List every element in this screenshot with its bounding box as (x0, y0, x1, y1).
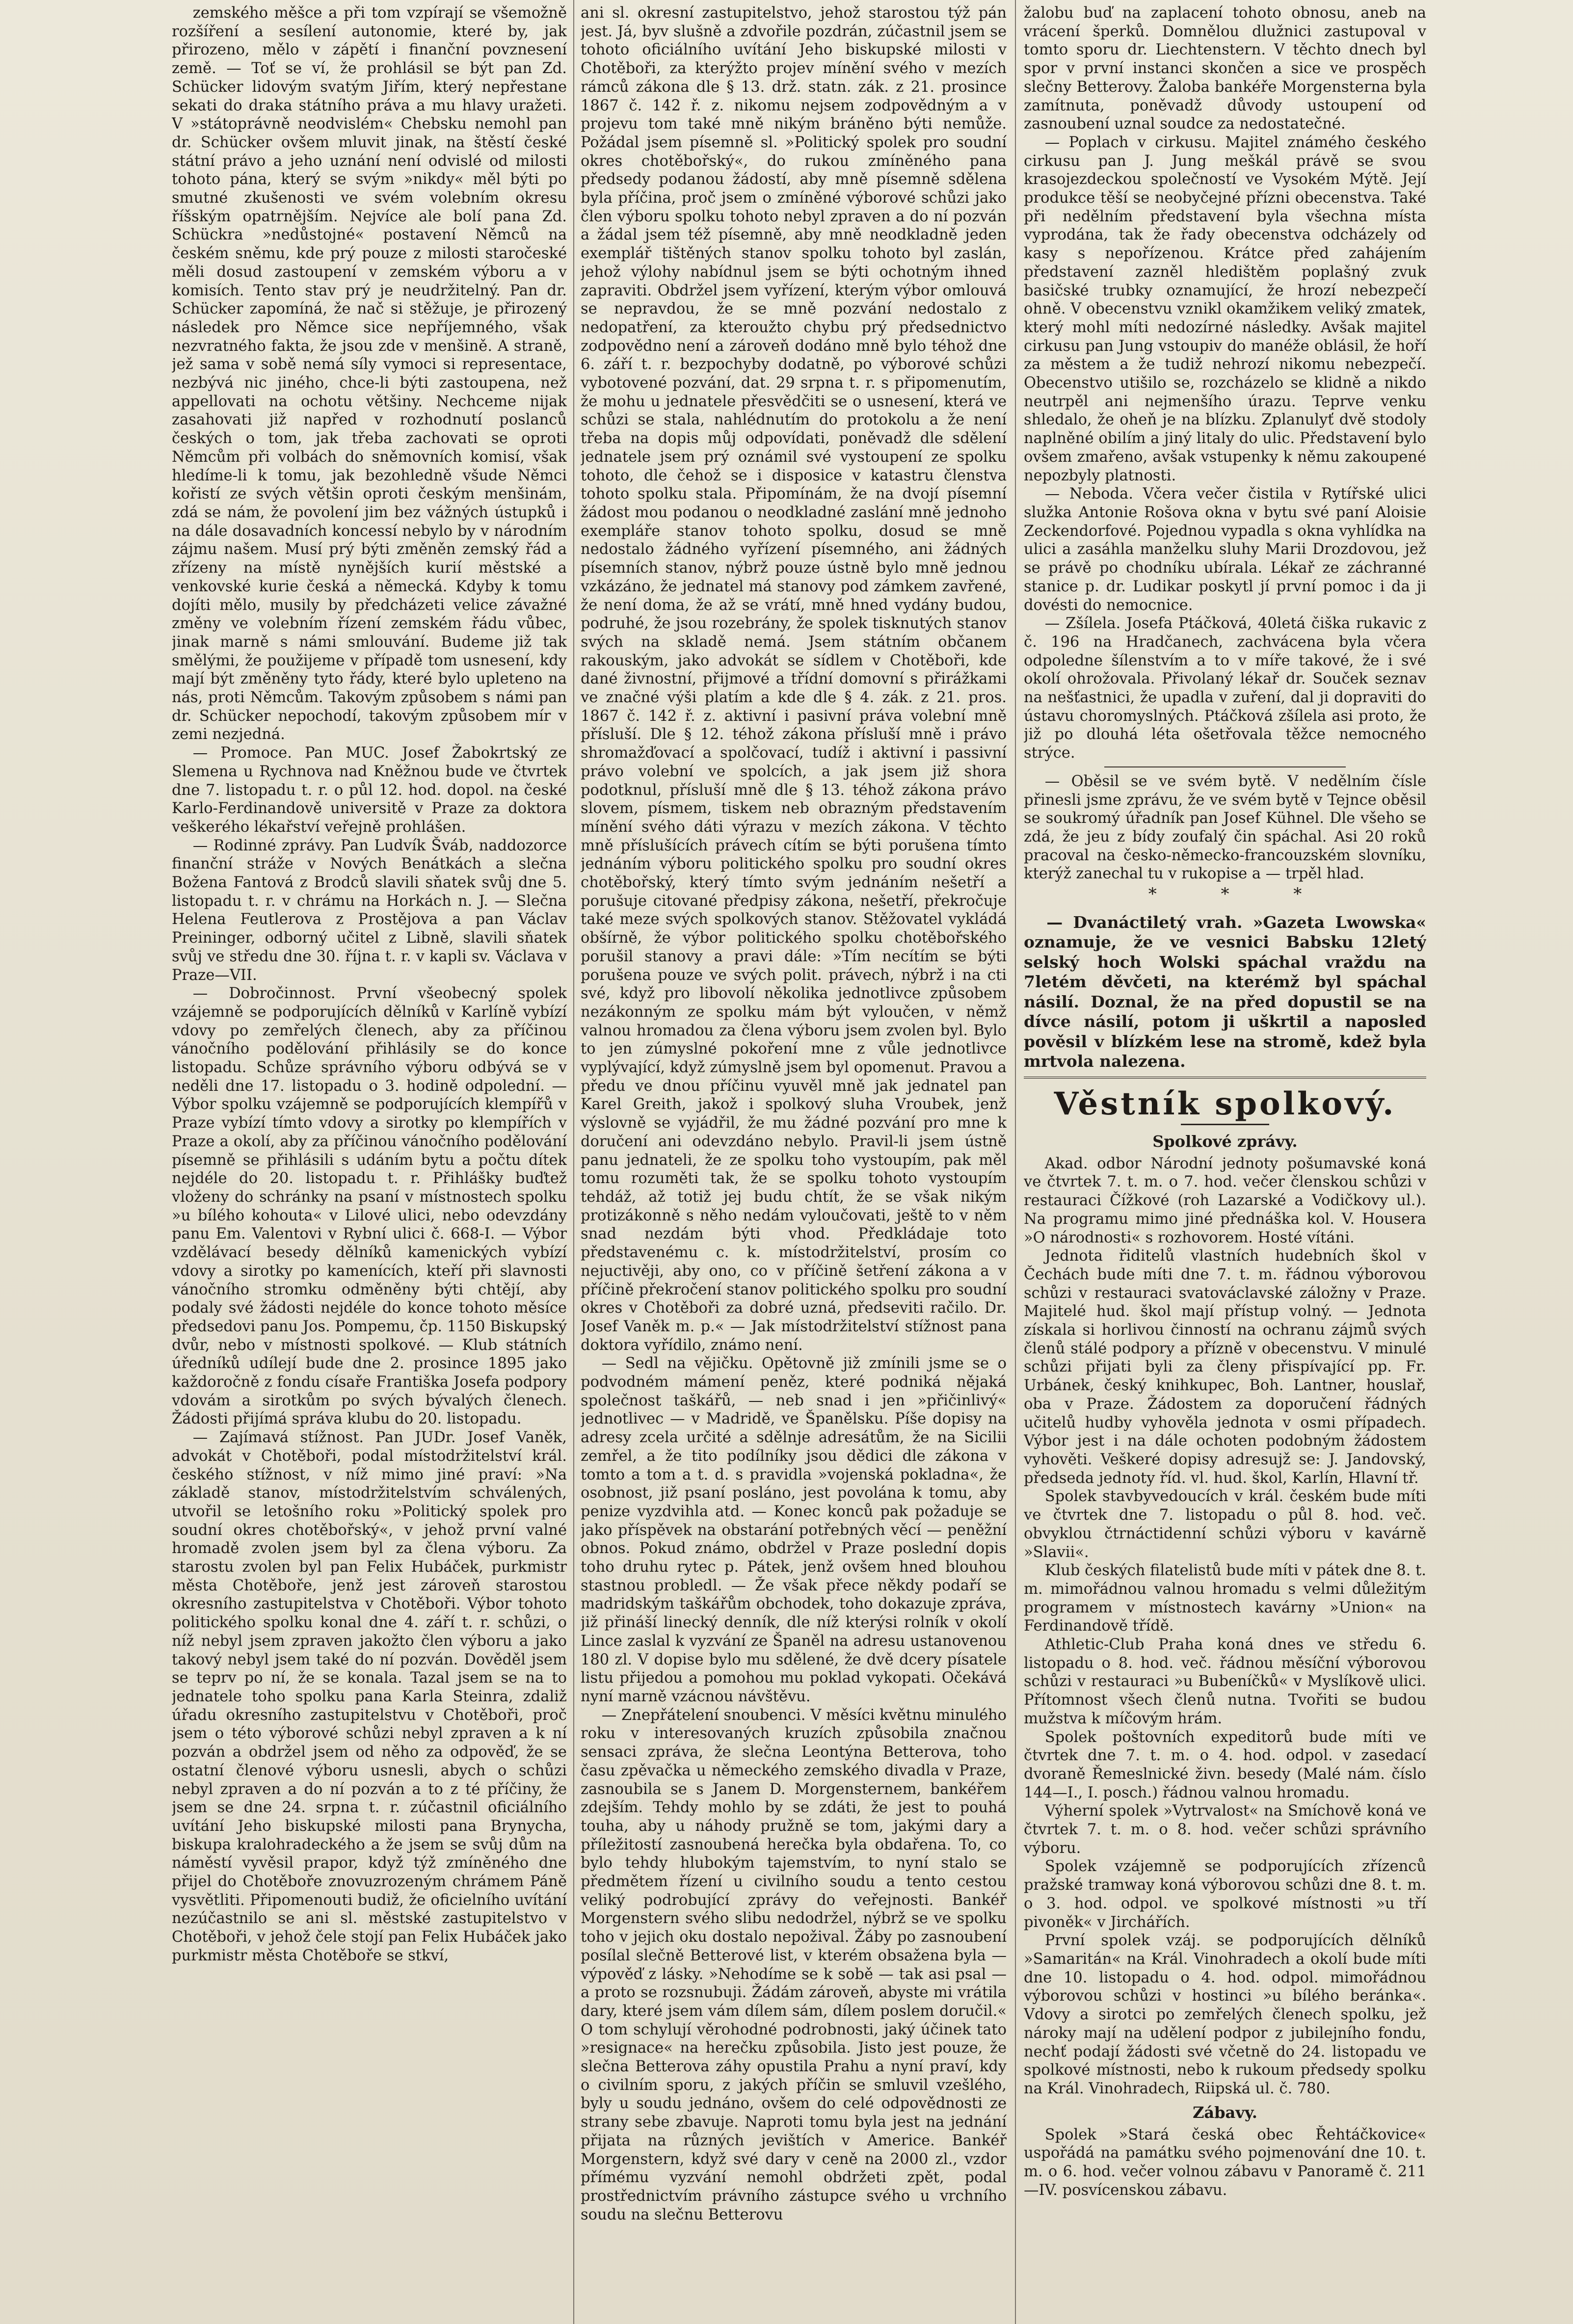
article-paragraph: — Zšílela. Josefa Ptáčková, 40letá čiška rukavic z č. 196 na Hradčanech, zachvácena byla včera odpoledne šílenstvím a to v míře takové, že i své okolí ohrožovala. Přivolaný lékař dr. Souček seznav na nešťastnici, že upadla v zuření, dal ji dopraviti do ústavu choromyslných. Ptáčková zšílela asi proto, že již po dlouhá léta ošetřovala těžce nemocného strýce. (1024, 615, 1426, 762)
column-rule (573, 0, 574, 2324)
article-paragraph: — Oběsil se ve svém bytě. V nedělním čísle přinesli jsme zprávu, že ve svém bytě v Tejnce oběsil se soukromý úřadník pan Josef Kühnel. Dle všeho se zdá, že jeu z bídy zoufalý čin spáchal. Asi 20 roků pracoval na česko-německo-francouzském slovníku, kterýž zanechal tu v rukopise a — trpěl hlad. (1024, 772, 1426, 883)
article-paragraph: — Poplach v cirkusu. Majitel známého českého cirkusu pan J. Jung meškál právě se svou krasojezdeckou společností ve Vysokém Mýtě. Její produkce těší se neobyčejné přízni obecenstva. Také při nedělním představení byla všechna místa vyprodána, tak že řady obecenstva odcházely od kasy s nepořízenou. Krátce před zahájením představení zazněl hledištěm poplašný zvuk basičské trubky oznamující, že hrozí nebezpečí ohně. V obecenstvu vznikl okamžikem veliký zmatek, který mohl míti nedozírné následky. Avšak majitel cirkusu pan Jung vstoupiv do manéže oblásil, že hoří za městem a že tudiž nehrozí nikomu nebezpečí. Obecenstvo utišilo se, rozcházelo se klidně a nikdo neutrpěl ani nejmenšího úrazu. Teprve venku shledalo, že oheň je na blízku. Zplanulyť dvě stodoly naplněné obilím a jiný litaly do ulic. Představení bylo ovšem zmařeno, avšak vstupenky k němu zakoupené nepozbyly platnosti. (1024, 133, 1426, 484)
article-paragraph: — Dvanáctiletý vrah. »Gazeta Lwowska« oznamuje, že ve vesnici Babsku 12letý selský hoch Wolski spáchal vraždu na 7letém děvčeti, na kterémž byl spáchal násilí. Doznal, že na před dopustil se na dívce násilí, potom ji uškrtil a naposled pověsil v blízkém lese na stromě, kdež byla mrtvola nalezena. (1024, 912, 1426, 1071)
article-paragraph: zemského měšce a při tom vzpírají se všemožně rozšíření a sesílení autonomie, které by, jak přirozeno, mělo v zápětí i finanční povznesení země. — Toť se ví, že prohlásil se být pan Zd. Schücker lidovým svatým Jiřím, který nepřestane sekati do draka státního práva a mu hlavy uražeti. V »státoprávně neodvislém« Chebsku nemohl pan dr. Schücker ovšem mluvit jinak, na štěstí české státní právo a jeho uznání není odvislé od milosti tohoto pána, který se svým »nikdy« měl býti po smutné zkušenosti ve svém volebním okresu říšským opatrnějším. Nejvíce ale bolí pana Zd. Schückra »nedůstojné« postavení Němců na českém sněmu, kde prý pouze z milosti staročeské měli dosud zastoupení v zemském výboru a v komisích. Tento stav prý je neudržitelný. Pan dr. Schücker zapomíná, že nač si stěžuje, je přirozený následek pro Němce sice nepříjemného, však nezvratného fakta, že jsou zde v menšině. A straně, jež sama v sobě nemá síly vymoci si representace, nezbývá nic jiného, chce-li býti zastoupena, než appellovati na ochotu většiny. Nechceme nijak zasahovati již napřed v rozhodnutí poslanců českých o tom, jak třeba zachovati se oproti Němcům při volbách do sněmovních komisí, však hledíme-li k tomu, jak bezohledně všude Němci kořistí ze svých většin oproti českým menšinám, zdá se nám, že povolení jim bez vážných ústupků i na dále dosavadních koncessí nebylo by v národním zájmu našem. Musí prý býti změněn zemský řád a zřízeny na místě nynějších kurií městské a venkovské kurie česká a německá. Kdyby k tomu dojíti mělo, musily by předcházeti velice závažné změny ve volebním řízení zemském řádu vůbec, jinak marně s námi smlouvání. Budeme již tak smělými, že použijeme v případě tom usnesení, kdy mají být změněny tyto řády, které bylo upleteno na nás, proti Němcům. Takovým způsobem s námi pan dr. Schücker nepochodí, takovým způsobem mír v zemi nezjedná. (172, 4, 567, 743)
article-paragraph: — Zajímavá stížnost. Pan JUDr. Josef Vaněk, advokát v Chotěboři, podal místodržitelství král. českého stížnost, v níž mimo jiné praví: »Na základě stanov, místodržitelstvím schválených, utvořil se letošního roku »Politický spolek pro soudní okres chotěbořský«, v jehož první valné hromadě zvolen jsem byl za člena výboru. Za starostu zvolen byl pan Felix Hubáček, purkmistr města Chotěboře, jenž jest zároveň starostou okresního zastupitelstva v Chotěboři. Výbor tohoto politického spolku konal dne 4. září t. r. schůzi, o níž nebyl jsem zpraven jakožto člen výboru a jako takový nebyl jsem také do ní pozván. Dověděl jsem se teprv po ní, že se konala. Tazal jsem se na to jednatele toho spolku pana Karla Steinra, zdaliž úřadu okresního zastupitelstvu v Chotěboři, proč jsem o této výborové schůzi nebyl zpraven a k ní pozván a obdržel jsem od něho za odpověď, že se ostatní členové výboru usnesli, abych o schůzi nebyl zpraven a do ní pozván a to z té příčiny, že jsem se dne 24. srpna t. r. zúčastnil oficiálního uvítání Jeho biskupské milosti pana Brynycha, biskupa kralohradeckého a že jsem se svůj dům na náměstí vyvěsil prapor, když týž zmíněného dne přijel do Chotěboře znovuzrozeným chrámem Páně vysvětliti. Připomenouti budiž, že oficielního uvítání nezúčastnilo se ani sl. městské zastupitelstvo v Chotěboři, v jehož čele stojí pan Felix Hubáček jako purkmistr města Chotěboře se stkví, (172, 1429, 567, 1964)
section-heading: Věstník spolkový. (1024, 1077, 1426, 1123)
subsection-heading: Spolkové zprávy. (1152, 1132, 1298, 1151)
column-right (1024, 4, 1426, 2314)
article-paragraph: — Znepřátelení snoubenci. V měsíci květnu minulého roku v interesovaných kruzích způsobila značnou sensaci zpráva, že slečna Leontýna Betterova, toho času zpěvačka u německého zemského divadla v Praze, zasnoubila se s Janem D. Morgensternem, bankéřem zdejším. Tehdy mohlo by se zdáti, že jest to pouhá touha, aby u náhody pružně se tom, jakými dary a příležitostí zasnoubená herečka byla obdařena. To, co bylo tehdy hlubokým tajemstvím, to nyní stalo se předmětem řízení u civilního soudu a tento cestou veliký podrobující zprávy do veřejnosti. Bankéř Morgenstern svého slibu nedodržel, nýbrž se ve spolku toho v jejich oku dostalo nepožival. Žáby po zasnoubení posílal slečně Betterové list, v kterém obsažena byla — výpověď z lásky. »Nehodíme se k sobě — tak asi psal — a proto se rozsnubuji. Žádám zároveň, abyste mi vrátila dary, které jsem vám dílem sám, dílem poslem doručil.« O tom schylují věrohodné podrobnosti, jaký účinek tato »resignace« na herečku způsobila. Jisto jest pouze, že slečna Betterova záhy opustila Prahu a nyní praví, kdy o civilním sporu, z jakých příčin se smluvil vzešlého, byly u soudu jednáno, ovšem do celé odpovědnosti ze strany sebe zbavuje. Naproti tomu byla jest na jednání přijata na různých jevištích v Americe. Bankéř Morgenstern, když své dary v ceně na 2000 zl., vzdor přímému vyzvání nemohl obdržeti zpět, podal prostřednictvím právního zástupce svého u vrchního soudu na slečnu Betterovu (581, 1706, 1007, 2223)
article-paragraph: — Rodinné zprávy. Pan Ludvík Šváb, naddozorce finanční stráže v Nových Benátkách a slečna Božena Fantová z Brodců slavili sňatek svůj dne 5. listopadu t. r. v chrámu na Horkách n. J. — Slečna Helena Feutlerova z Prostějova a pan Václav Preininger, odborný učitel z Libně, slavili sňatek svůj ve středu dne 30. října t. r. v kapli sv. Václava v Praze—VII. (172, 837, 567, 984)
article-paragraph: Klub českých filatelistů bude míti v pátek dne 8. t. m. mimořádnou valnou hromadu s velmi důležitým programem v místnostech kavárny »Union« na Ferdinandově třídě. (1024, 1562, 1426, 1635)
article-paragraph: První spolek vzáj. se podporujících dělníků »Samaritán« na Král. Vinohradech a okolí bude míti dne 10. listopadu o 4. hod. odpol. mimořádnou výborovou schůzi v hostinci »u bílého beránka«. Vdovy a sirotci po zemřelých členech spolku, jež nároky mají na udělení podpor z jubilejního fondu, nechť podají žádosti své včetně do 24. listopadu ve spolkové místnosti, nebo k rukoum předsedy spolku na Král. Vinohradech, Riipská ul. č. 780. (1024, 1932, 1426, 2097)
column-left (172, 4, 567, 2314)
column-rule (1015, 0, 1016, 2324)
article-paragraph: ani sl. okresní zastupitelstvo, jehož starostou týž pán jest. Já, byv slušně a zdvořile pozdrán, zúčastnil jsem se tohoto oficiálního uvítání Jeho biskupské milosti v Chotěboři, za kterýžto projev mínění svého v mezích rámců zákona dle § 13. drž. statn. zák. z 21. prosince 1867 č. 142 ř. z. nikomu nejsem zodpovědným a v projevu tom také mně nikým bráněno býti nemůže. Požádal jsem písemně sl. »Politický spolek pro soudní okres chotěbořský«, do rukou zmíněného pana předsedy podanou žádostí, aby mně písemně sdělena byla příčina, proč jsem o zmíněné výborové schůzi jako člen výboru spolku tohoto nebyl zpraven a do ní pozván a žádal jsem též písemně, aby mně neodkladně jeden exemplář tištěných stanov spolku tohoto byl zaslán, jehož výlohy nabídnul jsem se býti ochotným ihned zapraviti. Obdržel jsem vyřízení, kterým výbor omlouvá se nepravdou, že se mně pozvání nedostalo z nedopatření, za kteroužto chybu prý předsednictvo zodpovědno není a zároveň dodáno mně bylo téhož dne 6. září t. r. bezpochyby dodatně, po výborové schůzi vybotovené pozvání, dat. 29 srpna t. r. s připomenutím, že mohu u jednatele přesvědčiti se o usnesení, která ve schůzi se stala, nahlédnutím do protokolu a že není třeba na dopis můj odpovídati, poněvadž dle sdělení jednatele jsem prý oznámil své vystoupení ze spolku tohoto, dle čehož se i disposice v katastru členstva tohoto spolku stala. Připomínám, že na dvojí písemní žádost mou podanou o neodkladné zaslání mně jednoho exempláře stanov tohoto spolku, dosud se mně nedostalo žádného vyřízení písemného, ani žádných písemních stanov, nýbrž pouze ústně bylo mně jednou vzkázáno, že jednatel má stanovy pod zámkem zavřené, že není doma, že až se vrátí, mně hned vydány budou, podruhé, že jsou rozebrány, že spolek tisknutých stanov svých na skladě nemá. Jsem státním občanem rakouským, jako advokát se sídlem v Chotěboři, kde dané živnostní, přijmové a třídní domovní s přirážkami ve značné výši platím a kde dle § 4. zák. z 21. pros. 1867 č. 142 ř. z. aktivní i pasivní práva volební mně přísluší. Dle § 12. téhož zákona přísluší mně i právo shromažďovací a spolčovací, tudíž i aktivní i passivní právo volební ve spolcích, a jak jsem již shora podotknul, přísluší mně dle § 13. téhož zákona právo slovem, písmem, tiskem neb obrazným představením mínění svého dáti výrazu v mezích zákona. V těchto mně příslušících právech cítím se býti porušena tímto jednáním výboru politického spolku pro soudní okres chotěbořský, který tímto svým jednáním nešetří a porušuje citované předpisy zákona, nešetří, překročuje také meze svých spolkových stanov. Stěžovatel vykládá obšírně, že výbor politického spolku chotěbořského porušil stanovy a pravi dále: »Tím necítím se býti porušena pouze ve svých polit. právech, nýbrž i na cti své, když pro libovolí několika jednotlivce způsobem nezákonným ze spolku mám být vyloučen, v němž valnou hromadou za člena výboru jsem zvolen byl. Bylo to jen zúmyslné pokoření mne z vůle jednotlivce vyplývající, když zúmyslně jsem byl opomenut. Pravou a předu ve dnou příčinu vyuvěl mně jak jednatel pan Karel Greith, jakož i spolkový sluha Vroubek, jenž výslovně se vyjádřil, že mu žádné pozvání pro mne k doručení ani odevzdáno nebylo. Pravil-li jsem ústně panu jednateli, že ze spolku toho vystoupím, pak měl tomu rozuměti tak, že se spolku tohoto vystoupím tehdáž, až totiž jej budu chtít, že se však nikým protizákonně s něho nedám vyloučovati, ještě to v něm snad nezdám býti vhod. Předkládaje toto představenému c. k. místodržitelství, prosím co nejuctivěji, aby ono, co v příčině šetření zákona a v příčině překročení stanov politického spolku pro soudní okres v Chotěboři za dobré uzná, předseviti račilo. Dr. Josef Vaněk m. p.« — Jak místodržitelství stížnost pana doktora vyřídilo, známo není. (581, 4, 1007, 1354)
article-paragraph: žalobu buď na zaplacení tohoto obnosu, aneb na vrácení šperků. Domnělou dlužnici zastupoval v tomto sporu dr. Liechtenstern. V těchto dnech byl spor v první instanci skončen a sice ve prospěch slečny Betterovy. Žaloba bankéře Morgensterna byla zamítnuta, poněvadž důvody ustoupení od zasnoubení uznal soudce za nedostatečné. (1024, 4, 1426, 133)
section-underline (1181, 1124, 1269, 1125)
asterism-divider: * * * (1148, 884, 1332, 904)
article-paragraph: Jednota řiditelů vlastních hudebních škol v Čechách bude míti dne 7. t. m. řádnou výborovou schůzi v restauraci svatováclavské záložny v Praze. Majitelé hud. škol mají přístup volný. — Jednota získala si horlivou činností na ochranu zájmů svých členů stálé podpory a přízně v obecenstvu. V minulé schůzi přijati byli za členy přispívající pp. Fr. Urbánek, český knihkupec, Boh. Lantner, houslař, oba v Praze. Žádostem za doporučení řádných učitelů hudby vyhověla jednota v osmi případech. Výbor jest i na dále ochoten podobným žádostem vyhověti. Veškeré dopisy adresujž se: J. Jandovský, předseda jednoty říd. vl. hud. škol, Karlín, Hlavní tř. (1024, 1247, 1426, 1487)
article-paragraph: Akad. odbor Národní jednoty pošumavské koná ve čtvrtek 7. t. m. o 7. hod. večer členskou schůzi v restauraci Čížkové (roh Lazarské a Vodičkovy ul.). Na programu mimo jiné přednáška kol. V. Housera »O národnosti« s rozhovorem. Hosté vítáni. (1024, 1155, 1426, 1246)
article-paragraph: — Neboda. Včera večer čistila v Rytířské ulici služka Antonie Rošova okna v bytu své paní Aloisie Zeckendorfové. Pojednou vypadla s okna vyhlídka na ulici a zasáhla manželku sluhy Marii Drozdovou, jež se právě po chodníku ubírala. Lékař ze záchranné stanice p. dr. Ludikar poskytl jí první pomoc i da ji dovésti do nemocnice. (1024, 485, 1426, 614)
article-paragraph: Spolek »Stará česká obec Řehtáčkovice« uspořádá na památku svého pojmenování dne 10. t. m. o 6. hod. večer volnou zábavu v Panoramě č. 211—IV. posvícenskou zábavu. (1024, 2126, 1426, 2199)
article-paragraph: Athletic-Club Praha koná dnes ve středu 6. listopadu o 8. hod. več. řádnou měsíční výborovou schůzi v restauraci »u Bubeníčků« v Myslíkově ulici. Přítomnost všech členů nutna. Tvořiti se budou mužstva k míčovým hrám. (1024, 1636, 1426, 1727)
article-paragraph: Výherní spolek »Vytrvalost« na Smíchově koná ve čtvrtek 7. t. m. o 8. hod. večer schůzi správního výboru. (1024, 1802, 1426, 1857)
article-paragraph: Spolek poštovních expeditorů bude míti ve čtvrtek dne 7. t. m. o 4. hod. odpol. v zasedací dvoraně Řemeslnické živn. besedy (Malé nám. číslo 144—I., I. posch.) řádnou valnou hromadu. (1024, 1728, 1426, 1801)
column-middle (581, 4, 1007, 2314)
subsection-heading: Zábavy. (1193, 2103, 1257, 2122)
article-paragraph: — Dobročinnost. První všeobecný spolek vzájemně se podporujících dělníků v Karlíně vybízí vdovy po zemřelých členech, aby za příčinou vánočního podělování přihlásily se do konce listopadu. Schůze správního výboru odbývá se v neděli dne 17. listopadu o 3. hodině odpolední. — Výbor spolku vzájemně se podporujících klempířů v Praze vybízí tímto vdovy a sirotky po klempířích v Praze a okolí, aby za příčinou vánočního podělování písemně se přihlásili s udáním bytu a počtu dítek nejdéle do 20. listopadu t. r. Přihlášky buďtež vloženy do schránky na psaní v místnostech spolku »u bílého kohouta« v Lilové ulici, nebo odevzdány panu Em. Valentovi v Rybní ulici č. 668-I. — Výbor vzdělávací besedy dělníků kamenických vybízí vdovy a sirotky po kamenících, kteří při slavnosti vánočního stromku odměněny býti chtějí, aby podaly své žádosti nejdéle do konce tohoto měsíce předsedovi panu Jos. Pompemu, čp. 1150 Biskupský dvůr, nebo v místnosti spolkové. — Klub státních úředníků udílejí bude dne 2. prosince 1895 jako každoročně z fondu císaře Františka Josefa podpory vdovám a sirotkům po svých bývalých členech. Žádosti přijímá správa klubu do 20. listopadu. (172, 985, 567, 1428)
separator-rule (1104, 766, 1346, 767)
article-paragraph: Spolek vzájemně se podporujících zřízenců pražské tramway koná výborovou schůzi dne 8. t. m. o 3. hod. odpol. ve spolkové místnosti »u tří pivoněk« v Jirchářích. (1024, 1858, 1426, 1931)
article-paragraph: — Sedl na vějičku. Opětovně již zmínili jsme se o podvodném mámení peněz, které podniká nějaká společnost taškářů, — neb snad i jen »přičinlivý« jednotlivec — v Madridě, ve Španělsku. Píše dopisy na adresy zcela určité a sdělnje adresátům, že na Sicilii zemřel, a že tito podílníky jsou dědici dle zákona v tomto a tom a t. d. s pravidla »vojenská pokladna«, že osobnost, již psaní posláno, jest povolána k tomu, aby penize vyzdvihla atd. — Konec konců pak požaduje se jako příspěvek na obstarání potřebných věcí — peněžní obnos. Pokud známo, obdržel v Praze poslední dopis toho druhu rytec p. Pátek, jenž ovšem hned blouhou stastnou probledl. — Že však přece někdy podaří se madridským taškářům obchodek, toho dokazuje zpráva, již přináší linecký denník, dle níž kterýsi rolník v okolí Lince zaslal k vyzvání ze Španěl na adresu ustanovenou 180 zl. V dopise bylo mu sdělené, že dvě dcery písatele listu přijedou a pomohou mu poklad vykopati. Očekává nyní marně vzácnou návštěvu. (581, 1355, 1007, 1705)
article-paragraph: — Promoce. Pan MUC. Josef Žabokrtský ze Slemena u Rychnova nad Kněžnou bude ve čtvrtek dne 7. listopadu t. r. o půl 12. hod. dopol. na české Karlo-Ferdinandově universitě v Praze za doktora veškerého lékařství veřejně prohlášen. (172, 744, 567, 836)
article-paragraph: Spolek stavbyvedoucích v král. českém bude míti ve čtvrtek dne 7. listopadu o půl 8. hod. več. obvyklou čtrnáctidenní schůzi výboru v kavárně »Slavii«. (1024, 1488, 1426, 1561)
